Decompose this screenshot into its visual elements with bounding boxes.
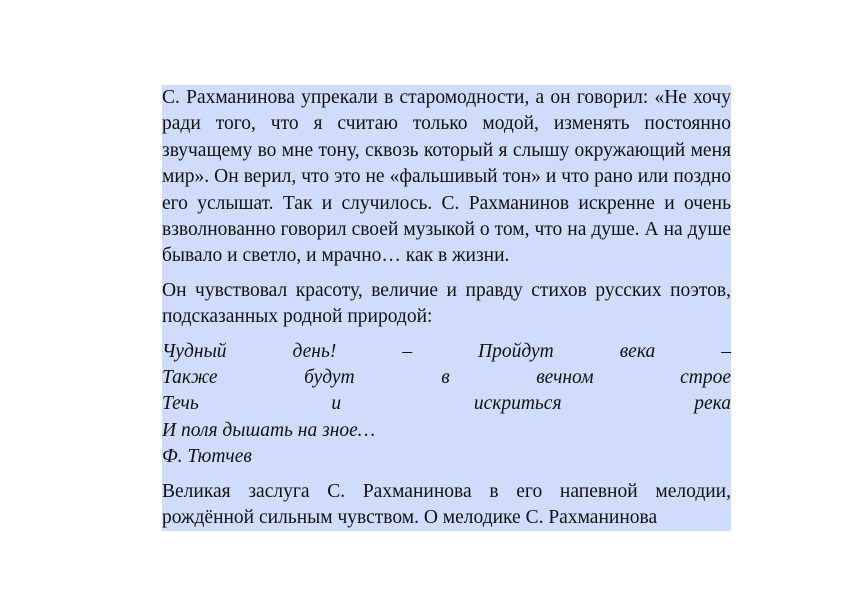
poem-word: будут [304,367,355,389]
poem-word: Чудный [162,340,227,362]
poem-author [162,444,731,470]
poem-line-1 [162,339,731,365]
poem-word: строе [680,367,731,389]
poem-word: в [441,367,450,389]
poem-word: И поля дышать на зное… [162,419,376,441]
poem-word: искриться [473,393,562,415]
paragraph-3: Великая заслуга С. Рахманинова в его напевной мелодии, рождённой сильным чувством. О мелодике С. Рахманинова [162,480,731,529]
poem-word: Пройдут [478,340,554,362]
poem-line-4 [162,418,731,444]
poem-author-name: Ф. Тютчев [162,446,252,468]
poem-word: века [619,340,656,362]
poem-word: река [694,393,731,415]
poem-word: Также [162,367,218,389]
paragraph-2: Он чувствовал красоту, величие и правду стихов русских поэтов, подсказанных родной природой: [162,279,731,328]
poem-line-2 [162,365,731,391]
poem-word: – [721,340,731,362]
poem-word: Течь [162,393,199,415]
poem-word: день! [292,340,337,362]
paragraph-1: С. Рахманинова упрекали в старомодности, а он говорил: «Не хочу ради того, что я считаю только модой, изменять постоянно звучащему во мне тону, сквозь который я слышу окружающий меня мир». Он верил, что это не «фальшивый тон» и что рано или поздно его услышат. Так и случилось. С. Рахманинов искренне и очень взволнованно говорил своей музыкой о том, что на душе. А на душе бывало и светло, и мрачно… как в жизни. [162,87,731,267]
document-text-block [162,85,731,531]
poem-word: и [331,393,342,415]
poem-word: вечном [536,367,594,389]
poem-quote [162,339,731,471]
poem-line-3 [162,391,731,417]
poem-word: – [402,340,413,362]
